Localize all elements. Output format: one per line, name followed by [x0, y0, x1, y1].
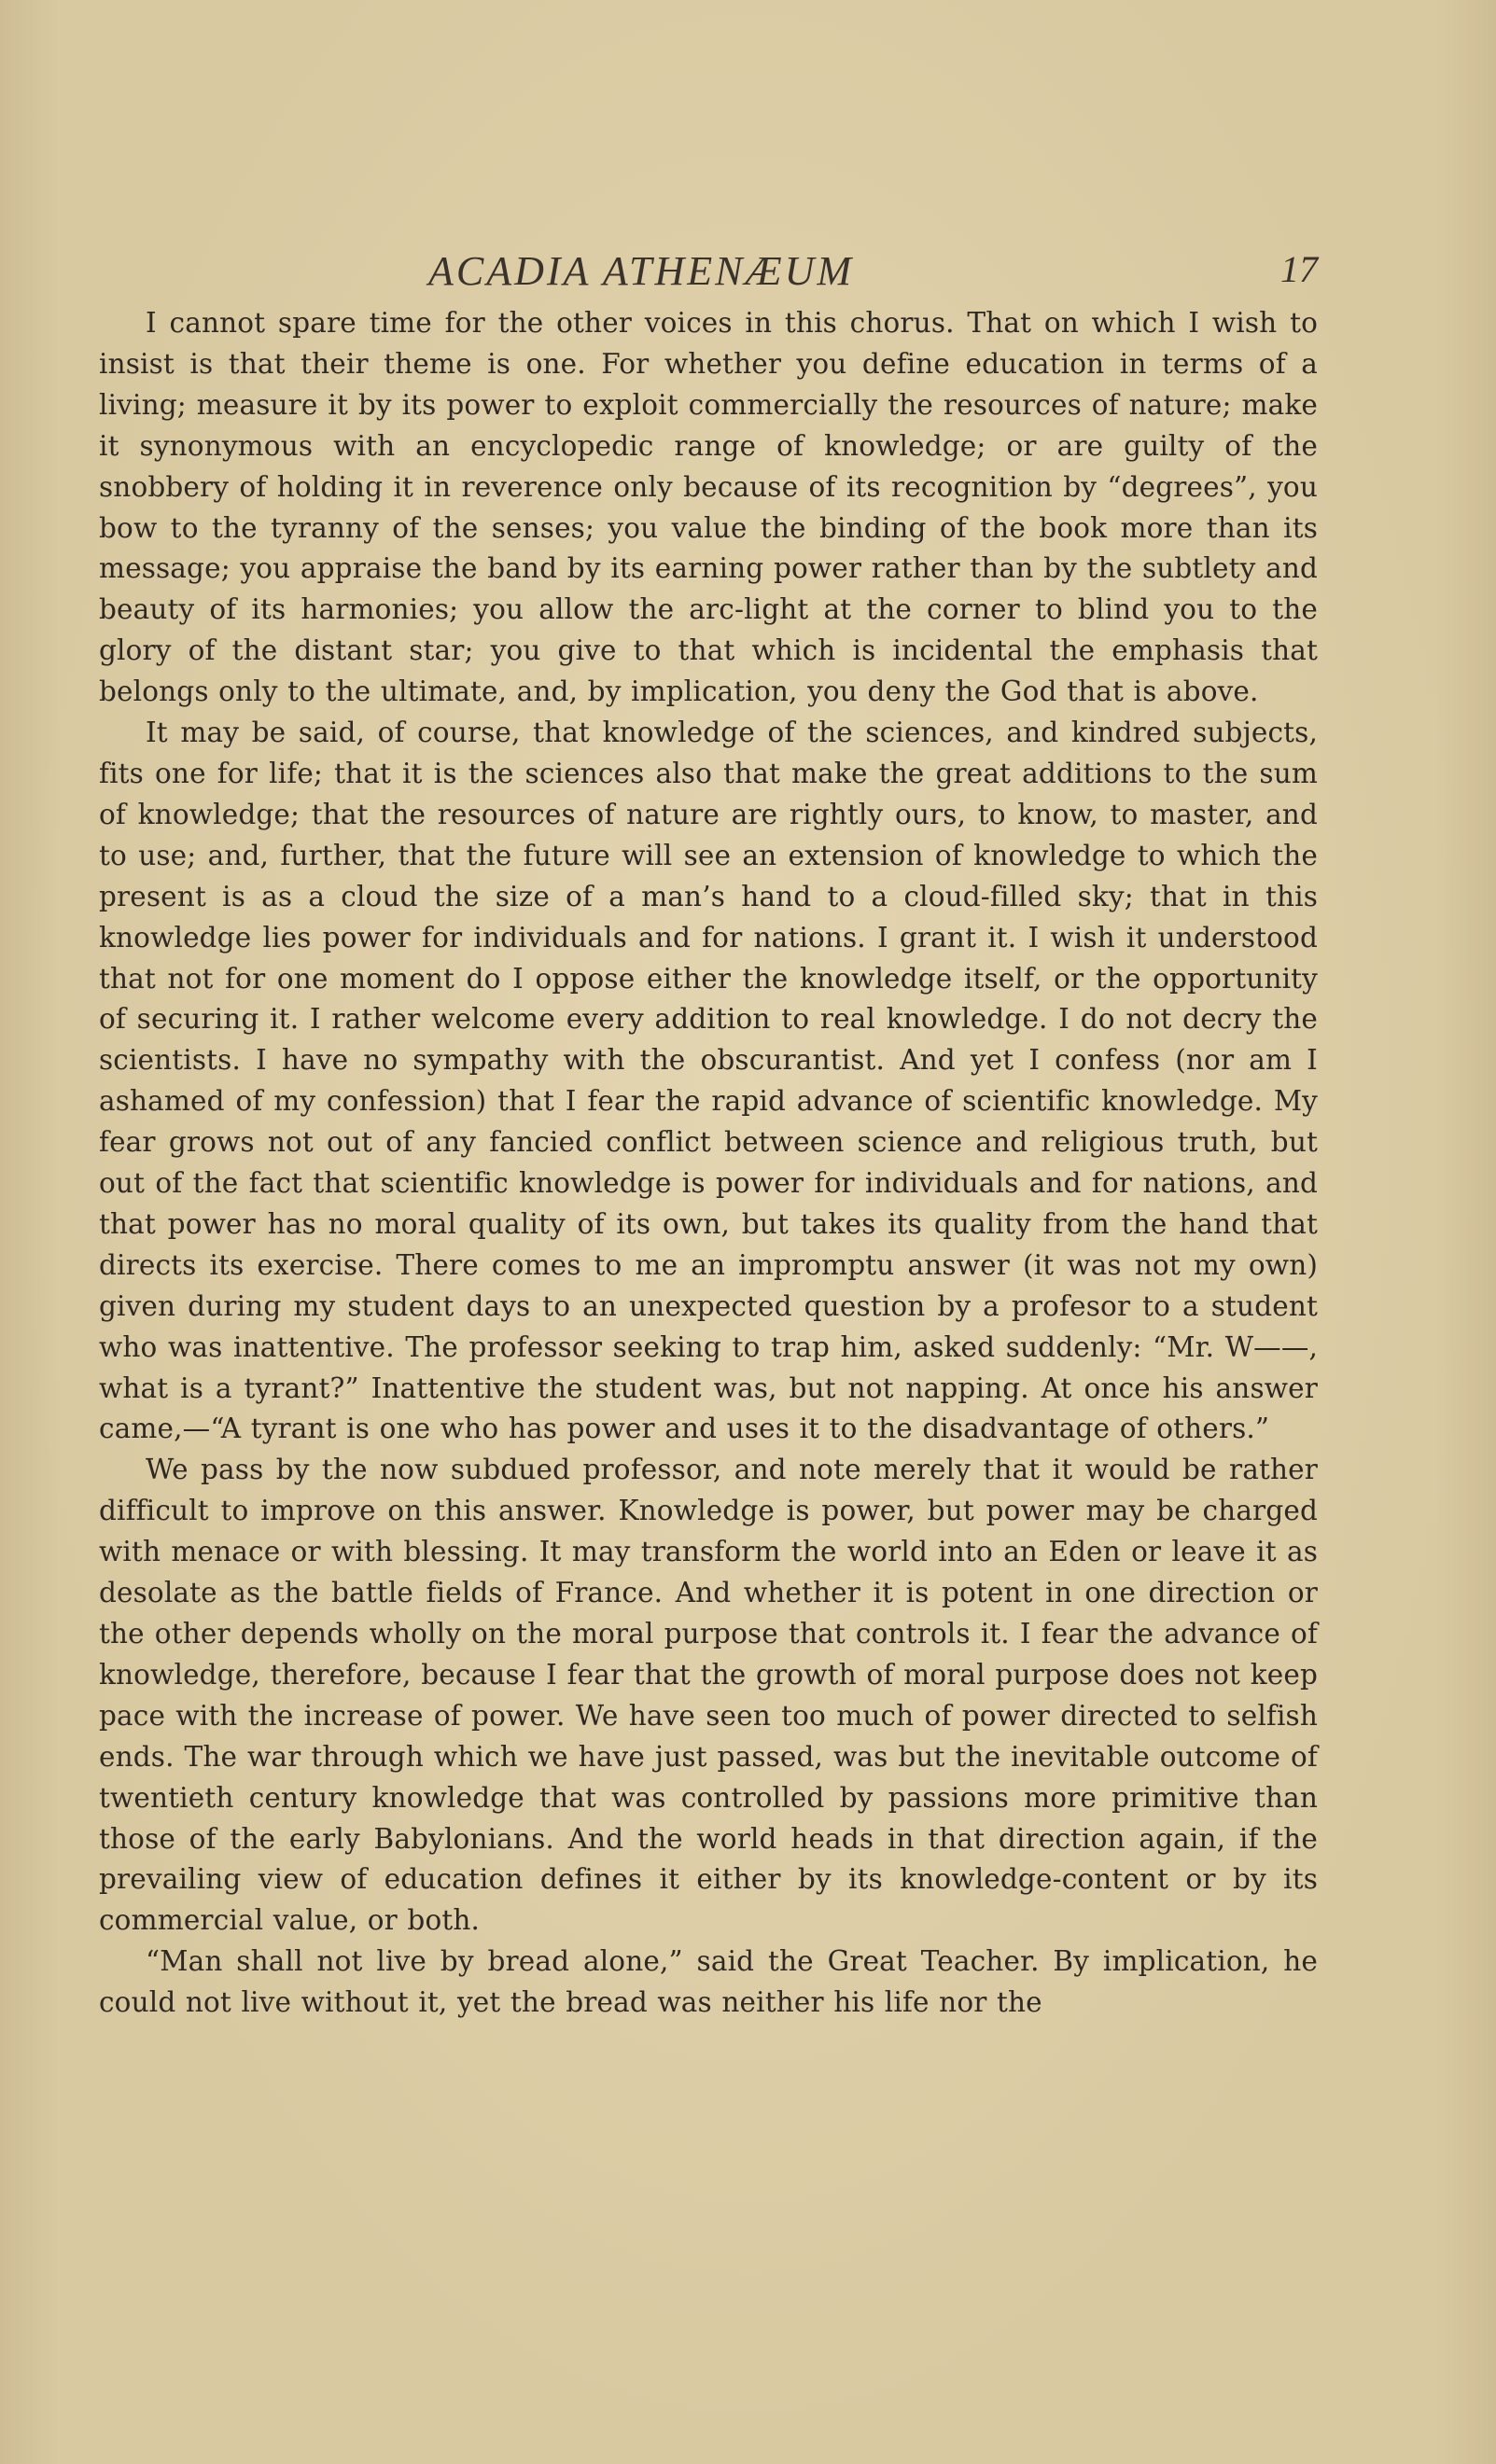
paragraph: It may be said, of course, that knowledge of the sciences, and kindred subjects, fits one for life; that it is the sciences also that make the great additions to the sum of knowledge; that the resources of nature are rightly ours, to know, to master, and to use; and, further, that the future will see an extension of knowledge to which the present is as a cloud the size of a man’s hand to a cloud-filled sky; that in this knowledge lies power for individuals and for nations. I grant it. I wish it understood that not for one moment do I oppose either the knowledge itself, or the opportunity of securing it. I rather welcome every addition to real knowledge. I do not decry the scientists. I have no sympathy with the obscurantist. And yet I confess (nor am I ashamed of my confession) that I fear the rapid advance of scientific knowledge. My fear grows not out of any fancied conflict between science and religious truth, but out of the fact that scientific knowledge is power for individuals and for nations, and that power has no moral quality of its own, but takes its quality from the hand that directs its exercise. There comes to me an impromptu answer (it was not my own) given during my student days to an unexpected question by a profesor to a student who was inattentive. The professor seeking to trap him, asked suddenly: “Mr. W——, what is a tyrant?” Inattentive the student was, but not napping. At once his answer came,—“A tyrant is one who has power and uses it to the disadvantage of others.” [99, 717, 1318, 1445]
body-text [99, 303, 1318, 2024]
paragraph: We pass by the now subdued professor, and note merely that it would be rather difficult to improve on this answer. Knowledge is power, but power may be charged with menace or with blessing. It may transform the world into an Eden or leave it as desolate as the battle fields of France. And whether it is potent in one direction or the other depends wholly on the moral purpose that controls it. I fear the advance of knowledge, therefore, because I fear that the growth of moral purpose does not keep pace with the increase of power. We have seen too much of power directed to selfish ends. The war through which we have just passed, was but the inevitable outcome of twentieth century knowledge that was controlled by passions more primitive than those of the early Babylonians. And the world heads in that direction again, if the prevailing view of education defines it either by its knowledge-content or by its commercial value, or both. [99, 1454, 1318, 1937]
paragraph: “Man shall not live by bread alone,” said the Great Teacher. By implication, he could not live without it, yet the bread was neither his life nor the [99, 1945, 1318, 2019]
page [99, 247, 1318, 2024]
paragraph: I cannot spare time for the other voices in this chorus. That on which I wish to insist is that their theme is one. For whether you define education in terms of a living; measure it by its power to exploit commercially the resources of nature; make it synonymous with an encyclopedic range of knowledge; or are guilty of the snobbery of holding it in reverence only because of its recognition by “degrees”, you bow to the tyranny of the senses; you value the binding of the book more than its message; you appraise the band by its earning power rather than by the subtlety and beauty of its harmonies; you allow the arc-light at the corner to blind you to the glory of the distant star; you give to that which is incidental the emphasis that belongs only to the ultimate, and, by implication, you deny the God that is above. [99, 307, 1318, 708]
running-title: ACADIA ATHENÆUM [428, 248, 855, 294]
page-number: 17 [1280, 248, 1318, 290]
page-header [99, 247, 1318, 303]
